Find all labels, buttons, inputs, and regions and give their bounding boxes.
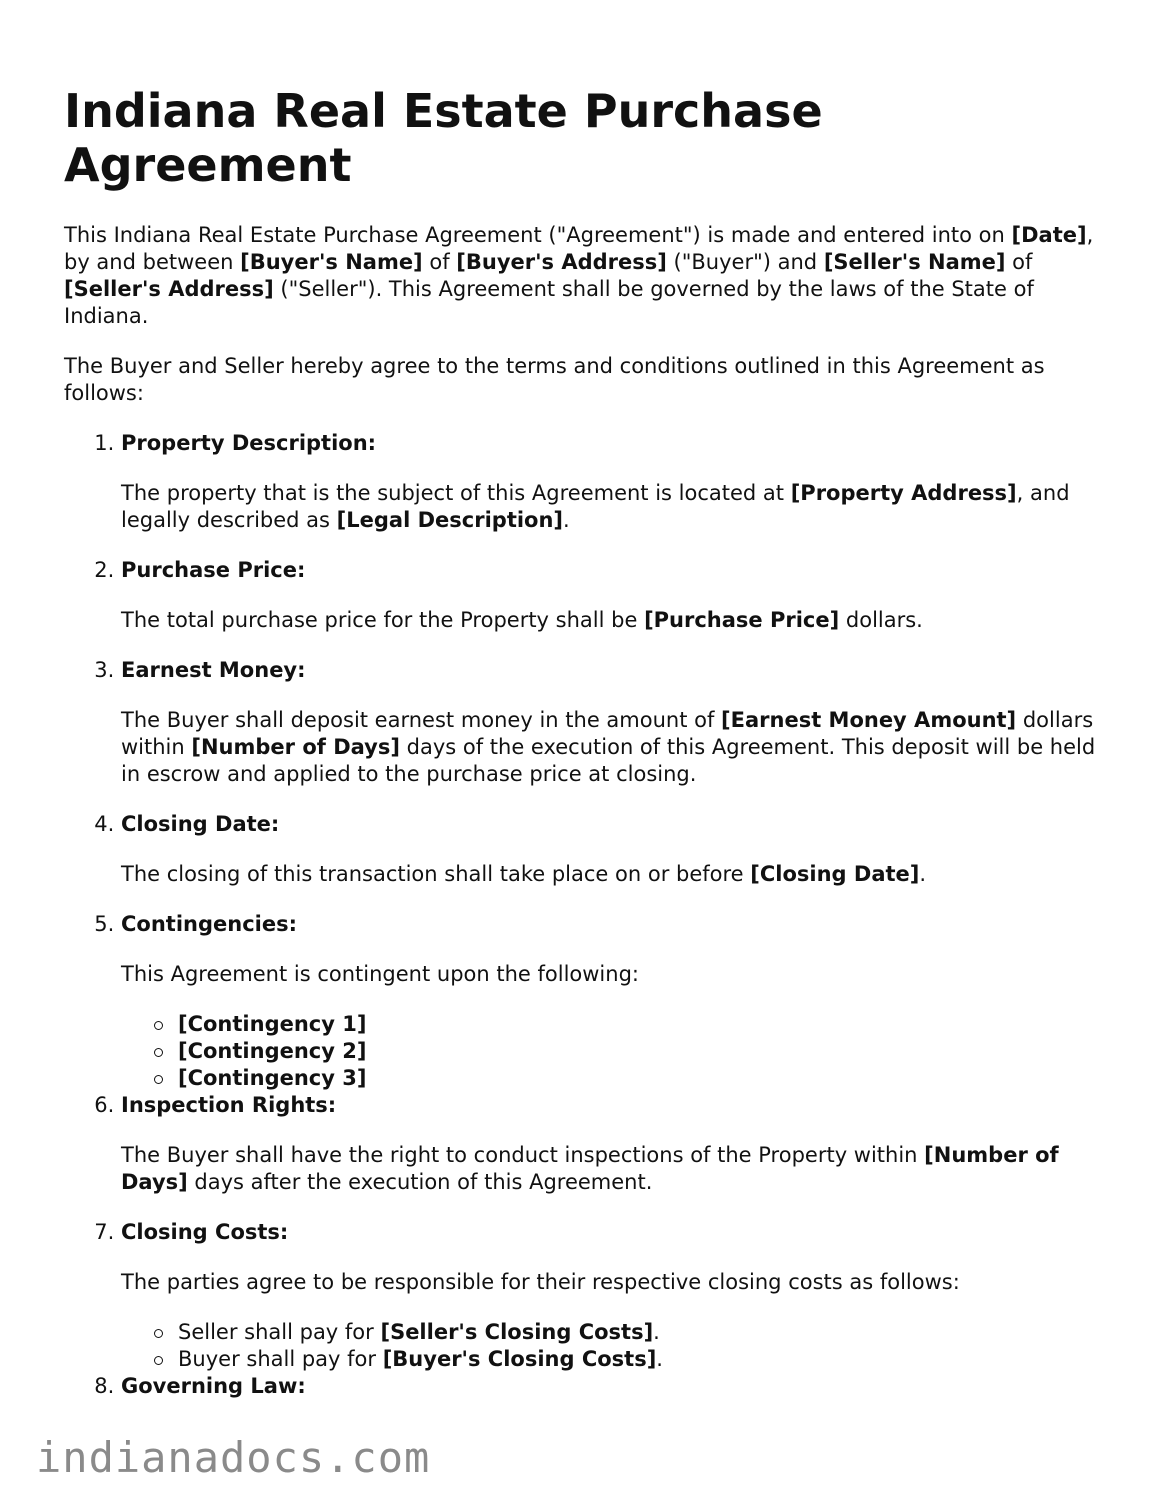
contingency-field: [Contingency 1] <box>178 1012 367 1036</box>
document <box>64 84 1104 1423</box>
section-purchase-price <box>121 557 1104 634</box>
list-item <box>178 1011 1104 1038</box>
preamble-paragraph: The Buyer and Seller hereby agree to the terms and conditions outlined in this Agreement as follows: <box>64 354 1045 405</box>
section-text: dollars. <box>839 608 923 632</box>
section-title: 3. Earnest Money: <box>121 658 306 682</box>
earnest-money-amount-field: [Earnest Money Amount] <box>721 708 1017 732</box>
purchase-price-field: [Purchase Price] <box>644 608 840 632</box>
section-contingencies <box>121 911 1104 1092</box>
section-title: 4. Closing Date: <box>121 812 280 836</box>
section-title: 6. Inspection Rights: <box>121 1093 337 1117</box>
section-body <box>121 1142 1104 1196</box>
intro-text: ("Seller"). This Agreement shall be governed by the laws of the State of Indiana. <box>64 277 1034 328</box>
list-item <box>178 1319 1104 1346</box>
section-title: 1. Property Description: <box>121 431 377 455</box>
legal-description-field: [Legal Description] <box>336 508 564 532</box>
section-closing-costs <box>121 1219 1104 1373</box>
section-text: . <box>653 1320 660 1344</box>
closing-date-field: [Closing Date] <box>750 862 920 886</box>
section-body: The parties agree to be responsible for their respective closing costs as follows: <box>121 1270 960 1294</box>
section-text: , and legally described as <box>121 481 1070 532</box>
section-text: days of the execution of this Agreement. This deposit will be held in escrow and applied to the purchase price at closing. <box>121 735 1096 786</box>
list-item <box>178 1346 1104 1373</box>
intro-text: of <box>1005 250 1033 274</box>
document-title: Indiana Real Estate Purchase Agreement <box>64 84 823 192</box>
closing-costs-list <box>121 1319 1104 1373</box>
section-text: days after the execution of this Agreement. <box>187 1170 653 1194</box>
contingency-field: [Contingency 3] <box>178 1066 367 1090</box>
section-body <box>121 707 1104 788</box>
intro-text: ("Buyer") and <box>666 250 824 274</box>
sections-list <box>64 430 1104 1400</box>
watermark: indianadocs.com <box>36 1433 431 1482</box>
section-text: . <box>919 862 927 886</box>
section-body: This Agreement is contingent upon the following: <box>121 962 639 986</box>
section-text: Buyer shall pay for <box>178 1347 383 1371</box>
date-field: [Date] <box>1011 223 1087 247</box>
seller-name-field: [Seller's Name] <box>823 250 1006 274</box>
section-earnest-money <box>121 657 1104 788</box>
section-text: . <box>563 508 570 532</box>
contingency-list <box>121 1011 1104 1092</box>
section-title: 5. Contingencies: <box>121 912 297 936</box>
buyer-name-field: [Buyer's Name] <box>240 250 423 274</box>
section-title: 2. Purchase Price: <box>121 558 306 582</box>
section-text: Seller shall pay for <box>178 1320 381 1344</box>
seller-address-field: [Seller's Address] <box>64 277 274 301</box>
section-inspection-rights <box>121 1092 1104 1196</box>
number-of-days-field: [Number of Days] <box>191 735 400 759</box>
section-property <box>121 430 1104 534</box>
buyer-address-field: [Buyer's Address] <box>456 250 667 274</box>
section-text: The property that is the subject of this Agreement is located at <box>121 481 791 505</box>
intro-paragraph <box>64 222 1104 330</box>
section-text: The total purchase price for the Property shall be <box>121 608 645 632</box>
intro-text: of <box>422 250 457 274</box>
intro-text: This Indiana Real Estate Purchase Agreement ("Agreement") is made and entered into on <box>64 223 1012 247</box>
section-text: . <box>656 1347 663 1371</box>
section-closing-date <box>121 811 1104 888</box>
list-item <box>178 1065 1104 1092</box>
intro-text: , by and between <box>64 223 1094 274</box>
buyer-closing-costs-field: [Buyer's Closing Costs] <box>382 1347 657 1371</box>
contingency-field: [Contingency 2] <box>178 1039 367 1063</box>
list-item <box>178 1038 1104 1065</box>
number-of-days-field: [Number of Days] <box>121 1143 1059 1194</box>
section-body <box>121 861 1104 888</box>
section-text: The closing of this transaction shall take place on or before <box>121 862 751 886</box>
section-text: The Buyer shall have the right to conduct inspections of the Property within <box>121 1143 925 1167</box>
section-title: 7. Closing Costs: <box>121 1220 289 1244</box>
section-governing-law <box>121 1373 1104 1400</box>
section-text: The Buyer shall deposit earnest money in the amount of <box>121 708 722 732</box>
property-address-field: [Property Address] <box>790 481 1017 505</box>
section-body <box>121 607 1104 634</box>
section-title: 8. Governing Law: <box>121 1374 306 1398</box>
seller-closing-costs-field: [Seller's Closing Costs] <box>380 1320 654 1344</box>
section-text: dollars within <box>121 708 1094 759</box>
section-body <box>121 480 1104 534</box>
